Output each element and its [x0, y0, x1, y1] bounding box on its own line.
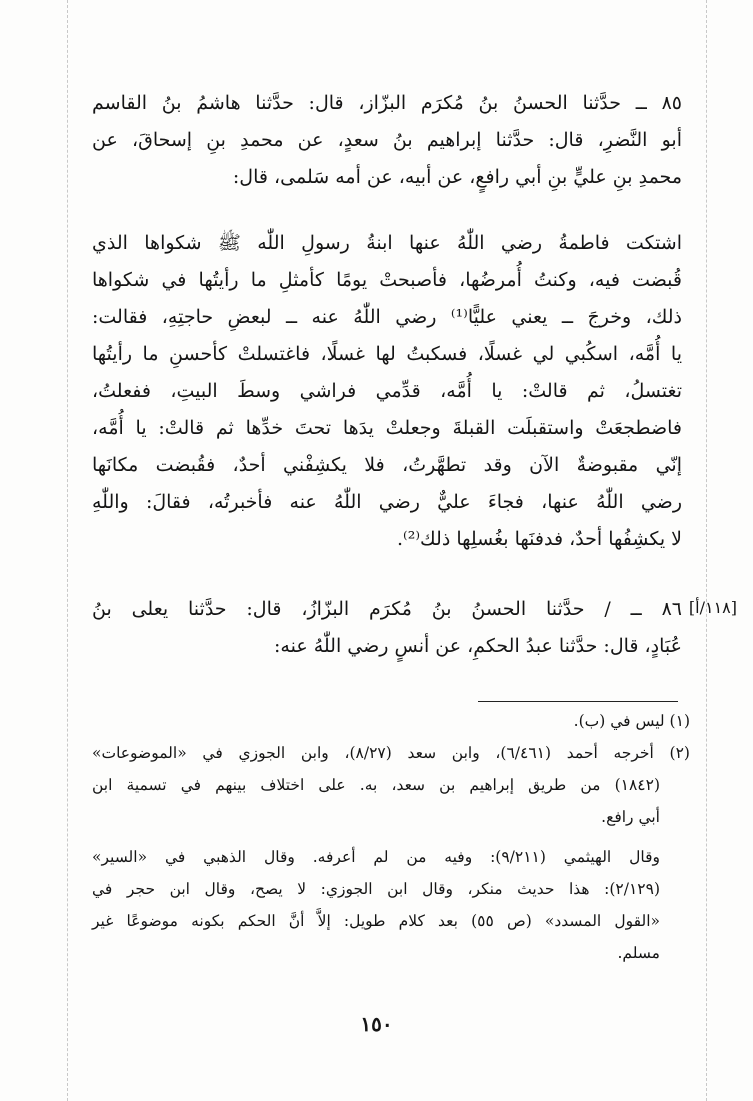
text-line: قُبضت فيه، وكنتُ أُمرضُها، فأصبحتْ يومًا كأمثلِ ما رأيتُها في شكواها — [92, 269, 682, 291]
text-line: يا أُمَّه، اسكُبي لي غسلًا، فسكبتُ لها غسلًا، فاغتسلتْ كأحسنِ ما رأيتُها — [92, 343, 682, 365]
footnote-line: (٢) أخرجه أحمد (٦/٤٦١)، وابن سعد (٨/٢٧)، وابن الجوزي في «الموضوعات» — [92, 744, 690, 762]
text-line: فاضطجعَتْ واستقبلَت القبلةَ وجعلتْ يدَها تحتَ خدِّها ثم قالتْ: يا أُمَّه، — [92, 417, 682, 439]
margin-guide-right — [706, 0, 707, 1101]
footnotes — [92, 706, 690, 986]
text-line: إنّي مقبوضةٌ الآن وقد تطهَّرتُ، فلا يكشِفْني أحدٌ، فقُبضت مكانَها — [92, 454, 682, 476]
text-line: ٨٥ ــ حدَّثنا الحسنُ بنُ مُكرَم البزّاز، قال: حدَّثنا هاشمُ بنُ القاسم — [92, 92, 682, 114]
hadith-85-matn — [92, 226, 682, 586]
footnote-line: «القول المسدد» (ص ٥٥) بعد كلام طويل: إلاَّ أنَّ الحكم بكونه موضوعًا غير — [92, 912, 660, 930]
text-line: ٨٦ ــ / حدَّثنا الحسنُ بنُ مُكرَم البزّازُ، قال: حدَّثنا يعلى بنُ — [92, 598, 682, 620]
text-line: لا يكشِفُها أحدٌ، فدفنَها بغُسلِها ذلك⁽²⁾. — [397, 528, 682, 550]
text-line: ذلك، وخرجَ ــ يعني عليًّا⁽¹⁾ رضي اللّٰهُ عنه ــ لبعضِ حاجتِهِ، فقالت: — [92, 306, 682, 328]
text-line: عُبَادٍ، قال: حدَّثنا عبدُ الحكمِ، عن أنسٍ رضي اللّٰهُ عنه: — [274, 635, 682, 657]
text-line: تغتسلُ، ثم قالتْ: يا أُمَّه، قدِّمي فراشي وسطَ البيتِ، ففعلتُ، — [92, 380, 682, 402]
footnote-line: (١) ليس في (ب). — [573, 712, 690, 730]
text-line: أبو النَّضرِ، قال: حدَّثنا إبراهيم بنُ سعدٍ، عن محمدِ بنِ إسحاقَ، عن — [92, 129, 682, 151]
footnote-line: (٢/١٢٩): هذا حديث منكر، وقال ابن الجوزي: لا يصح، وقال ابن حجر في — [92, 880, 660, 898]
footnote-line: وقال الهيثمي (٩/٢١١): وفيه من لم أعرفه. وقال الذهبي في «السير» — [92, 848, 660, 866]
text-line: اشتكت فاطمةُ رضي اللّٰهُ عنها ابنةُ رسولِ اللّٰه ﷺ شكواها الذي — [92, 232, 682, 254]
margin-guide-left — [67, 0, 68, 1101]
footnote-separator — [478, 701, 678, 702]
footnote-line: (١٨٤٢) من طريق إبراهيم بن سعد، به. على اختلاف بينهم في تسمية ابن — [92, 776, 660, 794]
text-line: رضي اللّٰهُ عنها، فجاءَ عليٌّ رضي اللّٰهُ عنه فأخبرتُه، فقالَ: واللّٰهِ — [92, 491, 682, 513]
folio-reference: [١١٨/أ] — [688, 598, 737, 617]
footnote-line: أبي رافع. — [601, 808, 660, 826]
page-number: ١٥٠ — [360, 1012, 393, 1036]
hadith-85-isnad — [92, 86, 682, 196]
hadith-86-isnad — [92, 592, 682, 666]
text-line: محمدِ بنِ عليٍّ بنِ أبي رافعٍ، عن أبيه، عن أمه سَلمى، قال: — [232, 166, 682, 188]
footnote-line: مسلم. — [617, 944, 660, 962]
